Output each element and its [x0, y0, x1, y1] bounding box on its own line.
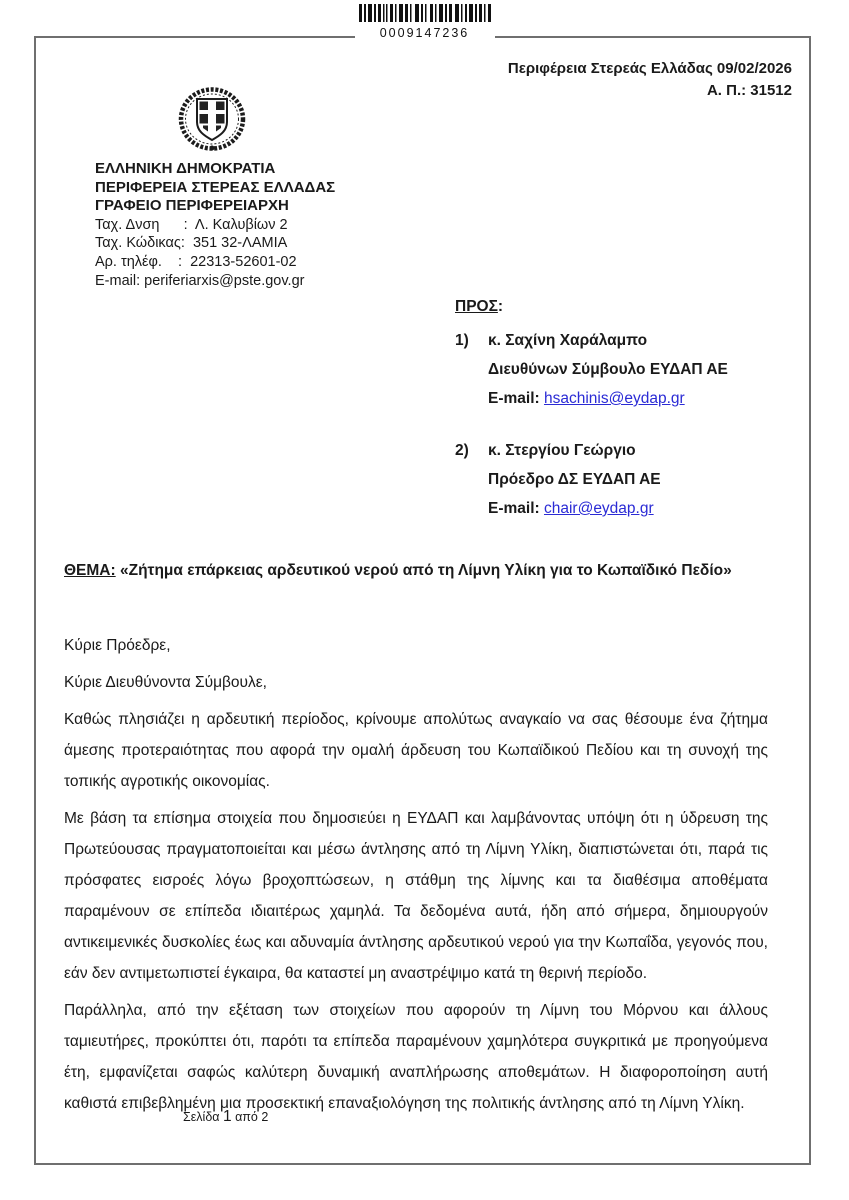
- recipients-heading: ΠΡΟΣ:: [455, 298, 504, 315]
- sender-email-line: E-mail: periferiarxis@pste.gov.gr: [95, 272, 305, 289]
- sender-address-line: Ταχ. Δνση : Λ. Καλυβίων 2: [95, 216, 288, 233]
- subject-line: [64, 560, 776, 582]
- salutation-line: Κύριε Διευθύνοντα Σύμβουλε,: [64, 674, 267, 691]
- email-label: E-mail:: [488, 390, 544, 407]
- footer-label-before: Σελίδα: [183, 1110, 223, 1124]
- recipients-block: [455, 292, 785, 546]
- page-footer: [183, 1108, 268, 1126]
- sender-org-line: ΕΛΛΗΝΙΚΗ ΔΗΜΟΚΡΑΤΙΑ: [95, 160, 276, 177]
- sender-postcode-line: Ταχ. Κώδικας: 351 32-ΛΑΜΙΑ: [95, 235, 288, 252]
- footer-label-after: από 2: [231, 1110, 269, 1124]
- sender-phone-line: Αρ. τηλέφ. : 22313-52601-02: [95, 253, 297, 270]
- recipient-email-link[interactable]: hsachinis@eydap.gr: [543, 390, 685, 407]
- recipient-name: κ. Σαχίνη Χαράλαμπο: [488, 332, 648, 349]
- email-label: E-mail:: [488, 500, 544, 517]
- sender-block: [95, 160, 335, 290]
- recipient-item: [455, 326, 785, 413]
- letter-body: [64, 630, 768, 1125]
- barcode-bars-icon: [359, 4, 491, 22]
- barcode: [0, 4, 849, 40]
- recipient-number: 2): [455, 442, 469, 459]
- recipient-number: 1): [455, 332, 469, 349]
- recipient-email-line: [488, 384, 785, 413]
- recipient-title: Πρόεδρο ΔΣ ΕΥΔΑΠ ΑΕ: [488, 471, 661, 488]
- hellenic-republic-emblem-icon: [176, 87, 248, 153]
- recipient-email-line: [488, 494, 785, 523]
- body-paragraph: Παράλληλα, από την εξέταση των στοιχείων που αφορούν τη Λίμνη του Μόρνου και άλλους ταμιευτήρες, προκύπτει ότι, παρότι τα επίπεδα παραμένουν χαμηλότερα συγκριτικά με προηγούμενα έτη, εμφανίζεται σαφώς καλύτερη δυναμική αναπλήρωσης αποθεμάτων. Η διαφοροποίηση αυτή καθιστά επιβεβλημένη μια προσεκτική επαναξιολόγηση της πολιτικής άντλησης από τη Λίμνη Υλίκη.: [64, 1002, 768, 1112]
- recipient-title: Διευθύνων Σύμβουλο ΕΥΔΑΠ ΑΕ: [488, 361, 728, 378]
- body-paragraph: Καθώς πλησιάζει η αρδευτική περίοδος, κρίνουμε απολύτως αναγκαίο να σας θέσουμε ένα ζήτημα άμεσης προτεραιότητας που αφορά την ομαλή άρδευση του Κωπαϊδικού Πεδίου και τη συνοχή της τοπικής αγροτικής οικονομίας.: [64, 711, 768, 790]
- recipient-item: [455, 436, 785, 523]
- footer-page-number: 1: [222, 1108, 232, 1125]
- salutation-line: Κύριε Πρόεδρε,: [64, 637, 171, 654]
- sender-org-line: ΓΡΑΦΕΙΟ ΠΕΡΙΦΕΡΕΙΑΡΧΗ: [95, 197, 289, 215]
- body-paragraph: Με βάση τα επίσημα στοιχεία που δημοσιεύει η ΕΥΔΑΠ και λαμβάνοντας υπόψη ότι η ύδρευση της Πρωτεύουσας πραγματοποιείται και μέσω άντλησης από τη Λίμνη Υλίκη, διαπιστώνεται ότι, παρά τις πρόσφατες εισροές λόγω βροχοπτώσεων, η στάθμη της λίμνης και τα διαθέσιμα αποθέματα παραμένουν σε επίπεδα ιδιαιτέρως χαμηλά. Τα δεδομένα αυτά, ήδη από σήμερα, δημιουργούν αντικειμενικές δυσκολίες έως και αδυναμία άντλησης αρδευτικού νερού για την Κωπαΐδα, γεγονός που, εάν δεν αντιμετωπιστεί έγκαιρα, θα καταστεί μη αναστρέψιμο κατά τη θερινή περίοδο.: [64, 810, 768, 982]
- barcode-number: 0009147236: [355, 27, 495, 40]
- header-protocol-number: Α. Π.: 31512: [706, 82, 792, 99]
- recipient-email-link[interactable]: chair@eydap.gr: [543, 500, 654, 517]
- header-right-block: [508, 58, 792, 102]
- recipient-name: κ. Στεργίου Γεώργιο: [488, 442, 636, 459]
- header-region-date: Περιφέρεια Στερεάς Ελλάδας 09/02/2026: [507, 60, 792, 77]
- sender-org-line: ΠΕΡΙΦΕΡΕΙΑ ΣΤΕΡΕΑΣ ΕΛΛΑΔΑΣ: [95, 178, 336, 196]
- subject-text: «Ζήτημα επάρκειας αρδευτικού νερού από τη Λίμνη Υλίκη για το Κωπαϊδικό Πεδίο»: [115, 562, 732, 579]
- subject-label: ΘΕΜΑ:: [64, 562, 116, 579]
